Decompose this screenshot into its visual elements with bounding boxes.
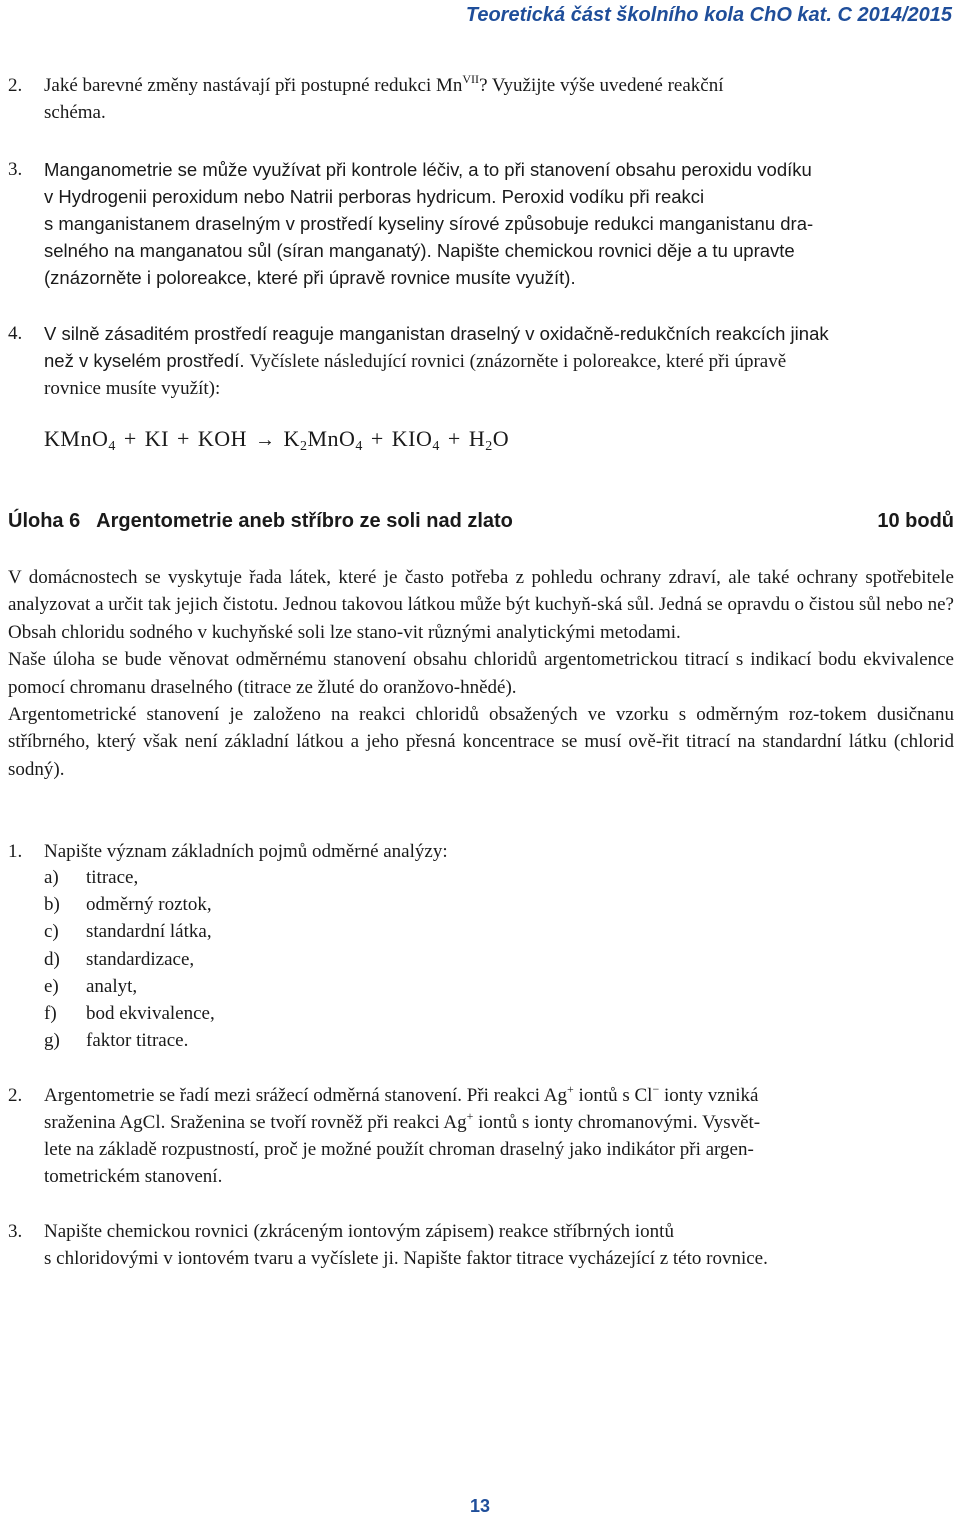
q4-line2-b: Vyčíslete následující rovnici (znázorněte i poloreakce, které při úpravě [249,351,787,372]
eq-term: + KI + KOH [115,426,256,451]
question-2-text [44,72,956,126]
task-6-paragraph-1: V domácnostech se vyskytuje řada látek, které je často potřeba z pohledu ochrany zdraví, ale také ochrany spotřebitele analyzovat a určit tak jejich čistotu. Jednou takovou látkou může být kuchyň-ská sůl. Jedná se opravdu o čistou sůl nebo ne? Obsah chloridu sodného v kuchyňské soli lze stano-vit různými analytickými metodami. [8,567,954,643]
t6-question-1-number: 1. [8,841,23,862]
charge-superscript: − [652,1082,660,1096]
q2-line2: schéma. [44,102,106,123]
list-item [44,864,215,891]
list-item-label: g) [44,1030,60,1052]
list-item [44,946,215,973]
q2-superscript: VII [462,72,480,86]
reaction-arrow-icon: → [255,429,276,451]
task-6-intro [8,564,954,783]
eq-term: + H [439,426,486,451]
list-item-label: a) [44,867,59,888]
list-item-text: titrace, [86,867,139,888]
eq-term: O [492,426,510,451]
list-item [44,891,215,918]
eq-term: K [275,426,300,451]
charge-superscript: + [466,1109,474,1123]
t6q3-line2: s chloridovými v iontovém tvaru a vyčíslete ji. Napište faktor titrace vycházející z této rovnice. [44,1248,768,1269]
q4-line3: rovnice musíte využít): [44,378,221,399]
t6-question-1-text: Napište význam základních pojmů odměrné analýzy: [44,841,448,862]
question-4-text [44,320,956,402]
question-2-number: 2. [8,75,23,96]
list-item-label: d) [44,948,60,970]
question-3-number: 3. [8,159,23,180]
list-item-text: bod ekvivalence, [86,1003,215,1025]
task-6-paragraph-2: Naše úloha se bude věnovat odměrnému stanovení obsahu chloridů argentometrickou titrací s indikací bodu ekvivalence pomocí chromanu draselného (titrace ze žluté do oranžovo-hnědé). [8,649,954,698]
eq-subscript: 4 [108,439,116,454]
charge-superscript: + [567,1082,574,1096]
document-header: Teoretická část školního kola ChO kat. C 2014/2015 [465,4,952,26]
t6q2-line1-c: ionty vzniká [659,1085,759,1106]
t6q2-line1-a: Argentometrie se řadí mezi srážecí odměrná stanovení. Při reakci Ag [44,1085,568,1106]
q3-line3: s manganistanem draselným v prostředí kyseliny sírové způsobuje redukci manganistanu dra- [44,213,814,234]
t6q2-line3: lete na základě rozpustností, proč je možné použít chroman draselný jako indikátor při argen- [44,1139,754,1160]
t6-question-2-number: 2. [8,1085,23,1106]
list-item-text: standardizace, [86,948,195,970]
list-item-text: odměrný roztok, [86,894,212,916]
list-item [44,1000,215,1027]
terms-list [44,864,215,1054]
list-item-text: faktor titrace. [86,1030,189,1052]
question-3-text [44,156,956,291]
chemical-equation [44,426,509,455]
eq-subscript: 2 [299,439,308,454]
list-item-label: e) [44,975,59,997]
eq-term: + KIO [362,426,433,451]
q3-line2-b: Peroxid vodíku při reakci [501,186,705,207]
task-6-title: Úloha 6 Argentometrie aneb stříbro ze soli nad zlato [8,510,513,532]
t6-question-3-number: 3. [8,1221,23,1242]
task-6-points: 10 bodů [877,510,954,532]
q3-line1: Manganometrie se může využívat při kontrole léčiv, a to při stanovení obsahu peroxidu vodíku [44,159,812,180]
q2-line1-b: ? Využijte výše uvedené reakční [479,75,724,96]
q2-line1-a: Jaké barevné změny nastávají při postupné redukci Mn [44,75,463,96]
list-item-label: f) [44,1003,57,1025]
q3-line4-b: Napište chemickou rovnici děje a tu upravte [436,240,795,261]
q4-line2-a: než v kyselém prostředí. [44,350,250,371]
list-item [44,1027,215,1054]
q4-line1: V silně zásaditém prostředí reaguje manganistan draselný v oxidačně-redukčních reakcích jinak [44,323,829,344]
q3-line5: (znázorněte i poloreakce, které při úpravě rovnice musíte využít). [44,267,576,288]
list-item-label: b) [44,894,60,916]
eq-subscript: 2 [485,439,493,454]
t6q2-line2-b: iontů s ionty chromanovými. Vysvět- [473,1112,761,1133]
eq-term: MnO [307,426,356,451]
eq-subscript: 4 [355,439,363,454]
t6q2-line4: tometrickém stanovení. [44,1166,223,1187]
list-item-text: standardní látka, [86,921,212,943]
task-6-paragraph-3: Argentometrické stanovení je založeno na reakci chloridů obsažených ve vzorku s odměrným roz-tokem dusičnanu stříbrného, který však není základní látkou a jeho přesná koncentrace se musí ově-řit titrací na standardní látku (chlorid sodný). [8,704,954,780]
q3-line2-a: v Hydrogenii peroxidum nebo Natrii perboras hydricum. [44,186,502,207]
question-4-number: 4. [8,323,23,344]
t6q2-line1-b: iontů s Cl [573,1085,653,1106]
eq-term: KMnO [44,426,109,451]
list-item-text: analyt, [86,975,138,997]
t6q3-line1: Napište chemickou rovnici (zkráceným iontovým zápisem) reakce stříbrných iontů [44,1221,674,1242]
list-item [44,918,215,945]
eq-subscript: 4 [432,439,440,454]
list-item-label: c) [44,921,59,943]
t6-question-3-text [44,1218,956,1272]
t6q2-line2-a: sraženina AgCl. Sraženina se tvoří rovněž při reakci Ag [44,1112,467,1133]
q3-line4-a: selného na manganatou sůl (síran manganatý). [44,240,437,261]
t6-question-2-text [44,1082,956,1190]
page-number: 13 [469,1496,491,1516]
list-item [44,973,215,1000]
